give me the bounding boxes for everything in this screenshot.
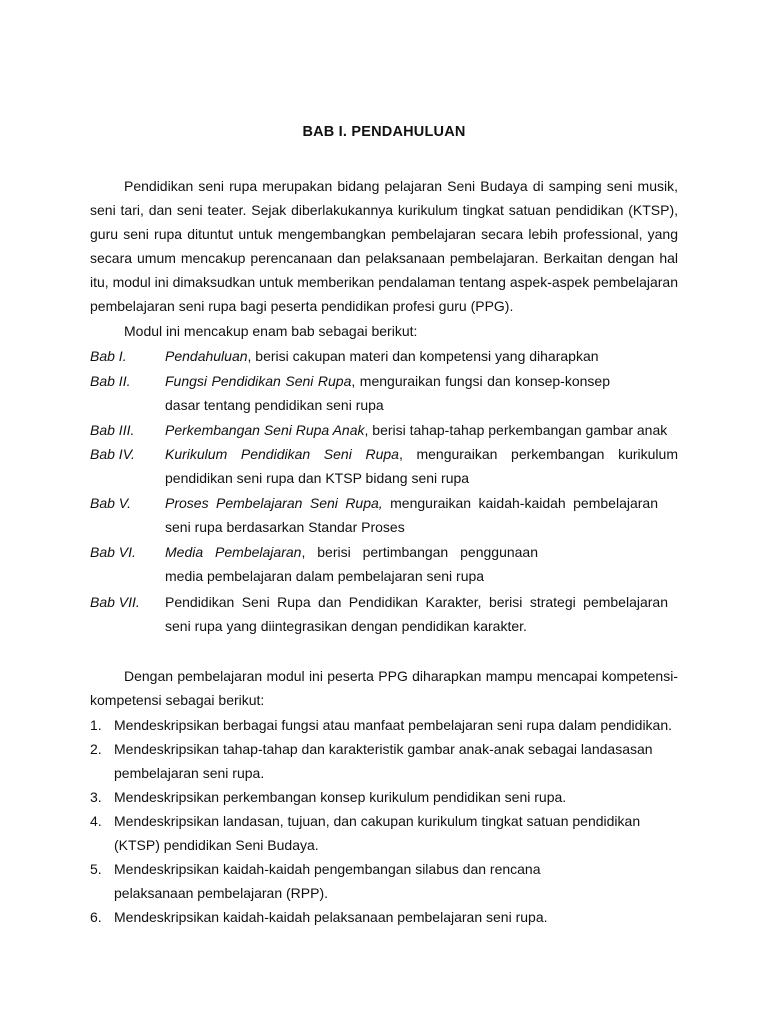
chapter-item	[90, 442, 678, 490]
chapter-title-italic: Kurikulum Pendidikan Seni Rupa	[165, 446, 399, 462]
list-item	[90, 809, 680, 857]
chapter-desc: , berisi tahap-tahap perkembangan gambar anak	[364, 422, 668, 438]
list-number: 5.	[90, 861, 102, 877]
chapter-label: Bab I.	[90, 348, 127, 364]
chapter-item	[90, 344, 678, 368]
list-text: Mendeskripsikan berbagai fungsi atau manfaat pembelajaran seni rupa dalam pendidikan.	[114, 717, 673, 733]
chapter-item	[90, 491, 678, 539]
chapter-label: Bab II.	[90, 373, 131, 389]
chapter-title-italic: Fungsi Pendidikan Seni Rupa	[165, 373, 352, 389]
chapter-item	[90, 418, 678, 442]
chapter-item	[90, 590, 678, 638]
list-item	[90, 737, 680, 785]
list-item	[90, 905, 680, 929]
list-number: 4.	[90, 813, 102, 829]
competence-paragraph-text: Dengan pembelajaran modul ini peserta PPG diharapkan mampu mencapai kompetensi-kompetensi sebagai berikut:	[90, 668, 678, 708]
chapter-desc: menguraikan kaidah-kaidah pembelajaran seni rupa berdasarkan Standar Proses	[165, 495, 658, 535]
chapter-title-italic: Media Pembelajaran	[165, 544, 302, 560]
list-text: Mendeskripsikan kaidah-kaidah pengembangan silabus dan rencana pelaksanaan pembelajaran (RPP).	[114, 861, 541, 901]
chapter-desc: , menguraikan perkembangan kurikulum pendidikan seni rupa dan KTSP bidang seni rupa	[165, 446, 678, 486]
chapter-desc: , berisi cakupan materi dan kompetensi yang diharapkan	[247, 348, 599, 364]
chapter-label: Bab V.	[90, 495, 131, 511]
chapter-title-italic: Perkembangan Seni Rupa Anak	[165, 422, 365, 438]
chapter-title-italic: Proses Pembelajaran Seni Rupa,	[165, 495, 383, 511]
list-text: Mendeskripsikan perkembangan konsep kurikulum pendidikan seni rupa.	[114, 789, 567, 805]
modul-intro: Modul ini mencakup enam bab sebagai berikut:	[124, 323, 418, 339]
list-number: 3.	[90, 789, 102, 805]
chapter-title: BAB I. PENDAHULUAN	[302, 124, 466, 140]
list-text: Mendeskripsikan kaidah-kaidah pelaksanaan pembelajaran seni rupa.	[114, 909, 548, 925]
list-number: 2.	[90, 741, 102, 757]
chapter-label: Bab III.	[90, 422, 135, 438]
chapter-title-italic: Pendahuluan	[165, 348, 248, 364]
list-item	[90, 713, 680, 737]
competence-paragraph	[90, 664, 678, 712]
chapter-desc: , berisi pertimbangan penggunaan media pembelajaran dalam pembelajaran seni rupa	[165, 544, 538, 584]
chapter-label: Bab IV.	[90, 446, 135, 462]
list-item	[90, 857, 680, 905]
chapter-item	[90, 540, 678, 588]
list-number: 1.	[90, 717, 102, 733]
intro-paragraph-text: Pendidikan seni rupa merupakan bidang pelajaran Seni Budaya di samping seni musik, seni tari, dan seni teater. Sejak diberlakukannya kurikulum tingkat satuan pendidikan (KTSP), guru seni rupa dituntut untuk mengembangkan pembelajaran secara lebih professional, yang secara umum mencakup perencanaan dan pelaksanaan pembelajaran. Berkaitan dengan hal itu, modul ini dimaksudkan untuk memberikan pendalaman tentang aspek-aspek pembelajaran pembelajaran seni rupa bagi peserta pendidikan profesi guru (PPG).	[90, 178, 678, 314]
competence-list	[90, 713, 680, 929]
chapter-item	[90, 369, 678, 417]
list-text: Mendeskripsikan tahap-tahap dan karakteristik gambar anak-anak sebagai landasasan pembelajaran seni rupa.	[114, 741, 653, 781]
list-text: Mendeskripsikan landasan, tujuan, dan cakupan kurikulum tingkat satuan pendidikan (KTSP) pendidikan Seni Budaya.	[114, 813, 641, 853]
chapter-desc: , menguraikan fungsi dan konsep-konsep dasar tentang pendidikan seni rupa	[165, 373, 610, 413]
chapter-label: Bab VI.	[90, 544, 136, 560]
chapter-label: Bab VII.	[90, 594, 140, 610]
list-item	[90, 785, 680, 809]
chapter-desc: Pendidikan Seni Rupa dan Pendidikan Karakter, berisi strategi pembelajaran seni rupa yang diintegrasikan dengan pendidikan karakter.	[165, 594, 668, 634]
intro-paragraph	[90, 174, 678, 318]
list-number: 6.	[90, 909, 102, 925]
